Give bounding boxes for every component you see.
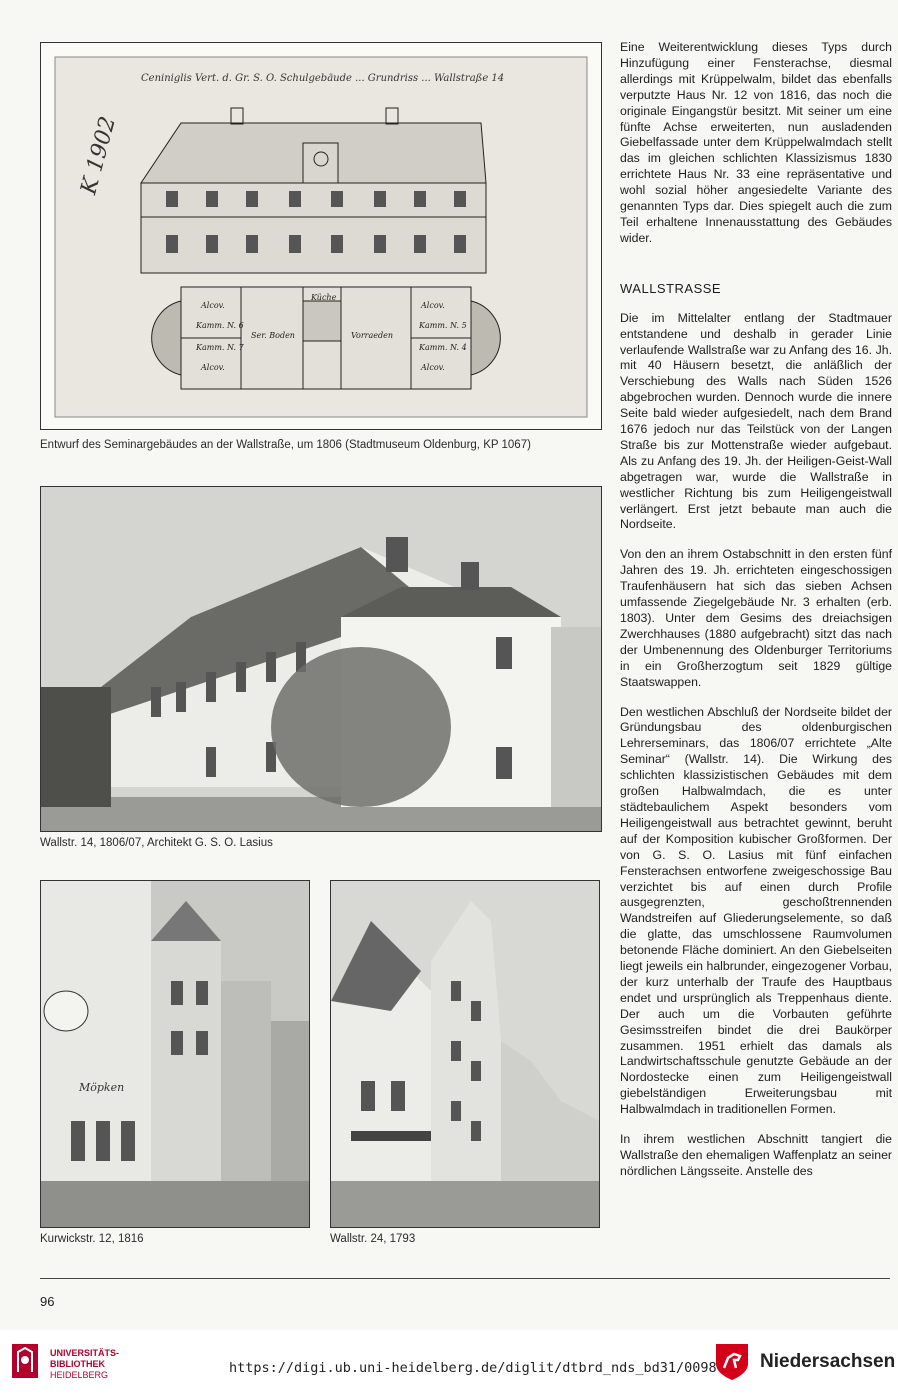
photo3-caption: Wallstr. 24, 1793 — [330, 1233, 416, 1245]
room-label-kueche: Küche — [311, 293, 337, 302]
state-name: Niedersachsen — [760, 1351, 896, 1372]
room-label-vorraeden: Vorraeden — [351, 331, 394, 340]
room-label-ser-boden: Ser. Boden — [251, 331, 295, 340]
article-column — [620, 40, 892, 1194]
photo-wallstr-24 — [330, 880, 600, 1228]
photo2-caption: Kurwickstr. 12, 1816 — [40, 1233, 144, 1245]
paragraph-1: Eine Weiterentwicklung dieses Typs durch Hinzufügung einer Fensterachse, diesmal allerdings mit Krüppelwalm, bildet das ebenfalls verputzte Haus Nr. 12 von 1816, das noch die originale Eingangstür besitzt. Mit seiner um eine fünfte Achse erweiterten, nun ausladenden Giebelfassade unter dem Krüppelwalmdach stellt das im gleichen schlichten Klassizismus 1830 errichtete Haus Nr. 33 eine repräsentative und wohl sozial höher angesiedelte Variante des genannten Typs dar. Dies spiegelt auch die zum Teil erhaltene Innenausstattung des Gebäudes wider. — [620, 40, 892, 245]
room-label-alcov-4: Alcov. — [421, 363, 445, 372]
footer-bar — [0, 1330, 898, 1396]
bottom-rule — [40, 1278, 890, 1279]
photo-wallstr-14 — [40, 486, 602, 832]
paragraph-4: Den westlichen Abschluß der Nordseite bildet der Gründungsbau des oldenburgischen Lehrerseminars, das 1806/07 errichtete „Alte Seminar“ (Wallstr. 14). Die Wirkung des schlichten klassizistischen Gebäudes mit dem großen Halbwalmdach, die es unter städtebaulichem Aspekt besonders vom Heiligengeistwall aus betrachtet gewinnt, beruht auf der Komposition kubischer Großformen. Der von G. S. O. Lasius mit fünf einfachen Fensterachsen entworfene zweigeschossige Bau verzichtet bis auf einen durch Profile ausgegrenzten, geschoßtrennenden Wandstreifen auf Gliederungselemente, so daß die glatte, das umschlossene Raumvolumen betonende Fläche dominiert. An den Giebelseiten liegt jeweils ein halbrunder, eingezogener Vorbau, der kurz unterhalb der Traufe des Hauptbaus endet und ursprünglich als Treppenhaus diente. Der auch um die Vorbauten geführte Gesimsstreifen bindet die drei Baukörper zusammen. 1951 erhielt das damals als Landwirtschaftsschule genutzte Gebäude an der Nordostecke einen zum Heiligengeistwall giebelständigen Erweiterungsbau mit Halbwalmdach in traditionellen Formen. — [620, 704, 892, 1117]
horse-crest-icon — [714, 1342, 750, 1382]
room-label-alcov-3: Alcov. — [421, 301, 445, 310]
room-label-alcov-1: Alcov. — [201, 301, 225, 310]
architectural-drawing — [41, 43, 601, 429]
stepped-gable-image — [331, 881, 599, 1227]
section-heading: WALLSTRASSE — [620, 280, 722, 296]
paragraph-3: Von den an ihrem Ostabschnitt in den ersten fünf Jahren des 19. Jh. errichteten eingeschossigen Traufenhäusern hat sich das sieben Achsen umfassende Ziegelgebäude Nr. 3 erhalten (erb. 1803). Unter dem Gesims des dreiachsigen Zwerchhauses (1880 aufgebracht) sitzt das nach der Umbenennung des Oldenburger Territoriums in ein Großherzogtum seit 1829 gültige Staatswappen. — [620, 547, 892, 689]
university-library-logo[interactable] — [10, 1340, 130, 1386]
library-name-line3: HEIDELBERG — [50, 1370, 109, 1380]
drawing-annotation: Ceniniglis Vert. d. Gr. S. O. Schulgebäude ... Grundriss ... Wallstraße 14 — [141, 73, 505, 84]
library-name-line1: UNIVERSITÄTS- — [50, 1348, 120, 1358]
paragraph-5: In ihrem westlichen Abschnitt tangiert die Wallstraße den ehemaligen Waffenplatz an seiner nördlichen Längsseite. Anstelle des — [620, 1132, 892, 1178]
heidelberg-crest-icon — [10, 1342, 42, 1382]
seminar-building-image — [41, 487, 601, 831]
room-label-kamm-7: Kamm. N. 7 — [196, 343, 244, 352]
photo1-caption: Wallstr. 14, 1806/07, Architekt G. S. O. Lasius — [40, 837, 273, 849]
room-label-kamm-5: Kamm. N. 5 — [419, 321, 467, 330]
room-label-kamm-6: Kamm. N. 6 — [196, 321, 244, 330]
page-number: 96 — [40, 1294, 55, 1309]
source-url-link[interactable]: https://digi.ub.uni-heidelberg.de/diglit/dtbrd_nds_bd31/0098 — [229, 1360, 717, 1376]
drawing-frame — [40, 42, 602, 430]
room-label-kamm-4: Kamm. N. 4 — [419, 343, 467, 352]
photo-kurwickstr-12 — [40, 880, 310, 1228]
library-name-line2: BIBLIOTHEK — [50, 1359, 105, 1369]
paragraph-2: Die im Mittelalter entlang der Stadtmauer entstandene und deshalb in gerader Linie verlaufende Wallstraße war zu Anfang des 16. Jh. mit 40 Häusern besetzt, die anläßlich der Verschiebung des Walls nach Süden 1526 abgebrochen wurden. Dennoch wurde die innere Seite bald wieder aufgesiedelt, nach dem Brand 1676 jedoch nur das Teilstück von der Langen Straße bis zur Mottenstraße wieder aufgebaut. Als zu Anfang des 19. Jh. der Heiligen-Geist-Wall abgetragen war, wurde die Wallstraße in westlicher Richtung bis zum Heiligengeistwall verlängert. Erst jetzt bebaute man auch die Nordseite. — [620, 310, 892, 532]
drawing-caption: Entwurf des Seminargebäudes an der Wallstraße, um 1806 (Stadtmuseum Oldenburg, KP 1067) — [40, 439, 531, 451]
shop-sign: Möpken — [79, 1081, 125, 1094]
niedersachsen-logo[interactable] — [714, 1342, 896, 1382]
street-facades-image — [41, 881, 309, 1227]
room-label-alcov-2: Alcov. — [201, 363, 225, 372]
inventory-mark: K 1902 — [76, 113, 122, 198]
